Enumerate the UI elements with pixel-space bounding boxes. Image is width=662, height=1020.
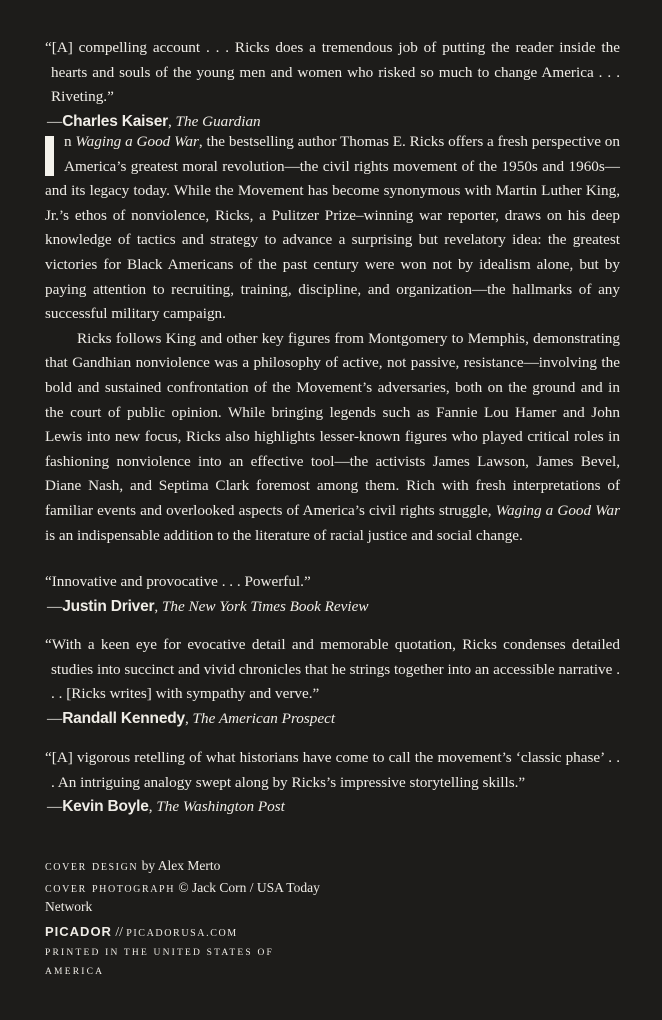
attribution-dash: —: [47, 112, 63, 130]
blurb-text: “Innovative and provocative . . . Powerful.”: [45, 573, 311, 590]
separator: //: [111, 923, 127, 939]
drop-cap-letter-i: [45, 136, 54, 176]
paragraph-text: Ricks follows King and other key figures from Montgomery to Memphis, demonstrating that Gandhian nonviolence was a philosophy of active, not passive, resistance—involving the bold and sustained confrontation of the Movement’s adversaries, both on the ground and in the court of public opinion. While bringing legends such as Fannie Lou Hamer and John Lewis into new focus, Ricks also highlights lesser-known figures who played critical roles in fashioning nonviolence into an effective tool—the activists James Lawson, James Bevel, Diane Nash, and Septima Clark foremost among them. Rich with fresh interpretations of familiar events and overlooked aspects of America’s civil rights struggle,: [45, 329, 620, 519]
reviewer-name: Kevin Boyle: [62, 798, 149, 815]
attribution-comma: ,: [184, 709, 193, 727]
attribution-comma: ,: [154, 597, 162, 615]
blurb-attribution: [45, 707, 620, 732]
credit-label: cover photograph: [45, 880, 176, 896]
reviewer-name: Charles Kaiser: [62, 112, 168, 130]
publication-name: The Washington Post: [156, 798, 285, 815]
blurb-kevin-boyle: [45, 746, 620, 820]
book-title: Waging a Good War: [75, 133, 199, 150]
publisher-line: [45, 923, 335, 944]
attribution-dash: —: [47, 709, 63, 727]
blurb-attribution: [45, 595, 620, 620]
blurb-text: “[A] compelling account . . . Ricks does a tremendous job of putting the reader inside the hearts and souls of the young men and women who risked so much to change America . . . Riveting.”: [45, 39, 620, 105]
paragraph-text: , the bestselling author Thomas E. Ricks offers a fresh perspective on America’s greatest moral revolution—the civil rights movement of the 1950s and 1960s—and its legacy today. While the Movement has become synonymous with Martin Luther King, Jr.’s ethos of nonviolence, Ricks, a Pulitzer Prize–winning war reporter, draws on his deep knowledge of tactics and strategy to advance a surprising but revelatory idea: the greatest victories for Black Americans of the past century were won not by idealism alone, but by paying attention to recruiting, training, discipline, and organization—the hallmarks of any successful military campaign.: [45, 133, 620, 323]
paragraph-lead: n: [64, 133, 76, 150]
cover-photograph-credit: [45, 879, 335, 917]
blurb-randall-kennedy: [45, 633, 620, 731]
book-title: Waging a Good War: [495, 501, 620, 519]
publisher-website: PICADORUSA.COM: [126, 927, 238, 939]
reviewer-name: Randall Kennedy: [62, 709, 185, 727]
reviewer-name: Justin Driver: [62, 597, 155, 615]
cover-credits: [45, 857, 335, 981]
publication-name: The Guardian: [175, 112, 261, 130]
blurb-charles-kaiser: [45, 36, 620, 134]
blurb-justin-driver: [45, 570, 620, 619]
blurb-attribution: [45, 795, 620, 820]
publisher-logo-text: PICADOR: [45, 923, 112, 939]
credit-value: by Alex Merto: [138, 858, 221, 873]
attribution-comma: ,: [167, 112, 176, 130]
publication-name: The American Prospect: [192, 709, 336, 727]
printed-in-note: PRINTED IN THE UNITED STATES OF AMERICA: [45, 948, 275, 977]
credit-label: cover design: [45, 859, 139, 874]
paragraph-text: is an indispensable addition to the literature of racial justice and social change.: [45, 526, 523, 544]
attribution-dash: —: [47, 798, 63, 815]
attribution-comma: ,: [148, 798, 157, 815]
credit-value: © Jack Corn / USA Today Network: [45, 879, 320, 914]
book-description: [45, 130, 620, 548]
attribution-dash: —: [47, 597, 63, 615]
description-paragraph-1: [45, 130, 620, 327]
publication-name: The New York Times Book Review: [161, 597, 369, 615]
cover-design-credit: [45, 857, 335, 877]
description-paragraph-2: [45, 327, 620, 548]
blurb-text: “[A] vigorous retelling of what historians have come to call the movement’s ‘classic phase’ . . . An intriguing analogy swept along by Ricks’s impressive storytelling skills.”: [45, 749, 620, 791]
blurb-text: “With a keen eye for evocative detail and memorable quotation, Ricks condenses detailed studies into succinct and vivid chronicles that he strings together into an accessible narrative . . . [Ricks writes] with sympathy and verve.”: [45, 636, 620, 702]
